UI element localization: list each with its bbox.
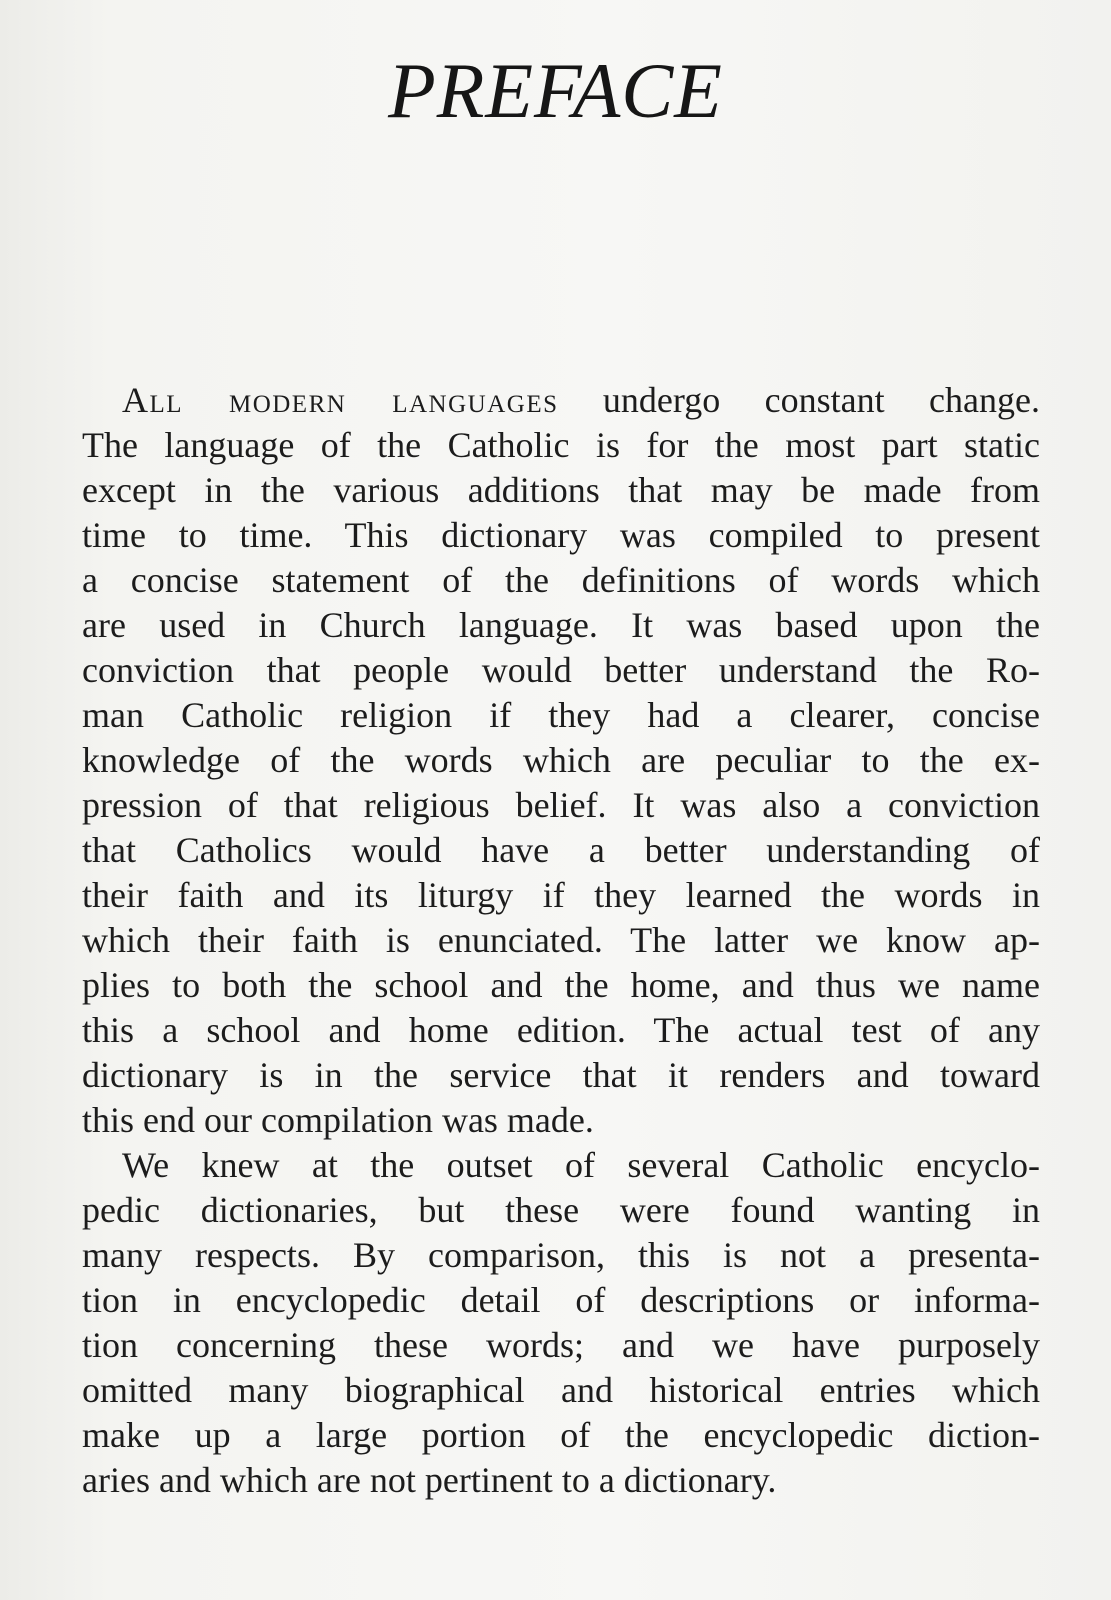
text-line: dictionary is in the service that it renders and toward — [82, 1055, 1040, 1095]
text-line: The language of the Catholic is for the most part static — [82, 425, 1040, 465]
text-line: tion in encyclopedic detail of descriptions or informa- — [82, 1280, 1040, 1320]
text-line: which their faith is enunciated. The latter we know ap- — [82, 920, 1040, 960]
text-line: that Catholics would have a better understanding of — [82, 830, 1040, 870]
text-line: We knew at the outset of several Catholic encyclo- — [122, 1145, 1040, 1185]
small-caps-lead: All modern languages — [122, 380, 559, 420]
page-title: PREFACE — [388, 47, 723, 134]
paragraph-2 — [82, 1143, 1040, 1503]
text-line: their faith and its liturgy if they learned the words in — [82, 875, 1040, 915]
text-line: a concise statement of the definitions of words which — [82, 560, 1040, 600]
text-line: aries and which are not pertinent to a dictionary. — [82, 1460, 777, 1500]
text-line: pression of that religious belief. It was also a conviction — [82, 785, 1040, 825]
text-line-rest: undergo constant change. — [558, 380, 1040, 420]
text-line: are used in Church language. It was based upon the — [82, 605, 1040, 645]
preface-body — [82, 378, 1040, 1503]
text-line: man Catholic religion if they had a clearer, concise — [82, 695, 1040, 735]
text-line: time to time. This dictionary was compiled to present — [82, 515, 1040, 555]
text-line: this end our compilation was made. — [82, 1100, 594, 1140]
paragraph-1 — [82, 378, 1040, 1143]
text-line: omitted many biographical and historical entries which — [82, 1370, 1040, 1410]
text-line: except in the various additions that may be made from — [82, 470, 1040, 510]
text-line — [82, 378, 1040, 423]
text-line: make up a large portion of the encyclopedic diction- — [82, 1415, 1040, 1455]
text-line: knowledge of the words which are peculiar to the ex- — [82, 740, 1040, 780]
text-line: plies to both the school and the home, and thus we name — [82, 965, 1040, 1005]
text-line: pedic dictionaries, but these were found wanting in — [82, 1190, 1040, 1230]
text-line: many respects. By comparison, this is not a presenta- — [82, 1235, 1040, 1275]
text-line: tion concerning these words; and we have purposely — [82, 1325, 1040, 1365]
text-line: this a school and home edition. The actual test of any — [82, 1010, 1040, 1050]
text-line: conviction that people would better understand the Ro- — [82, 650, 1040, 690]
